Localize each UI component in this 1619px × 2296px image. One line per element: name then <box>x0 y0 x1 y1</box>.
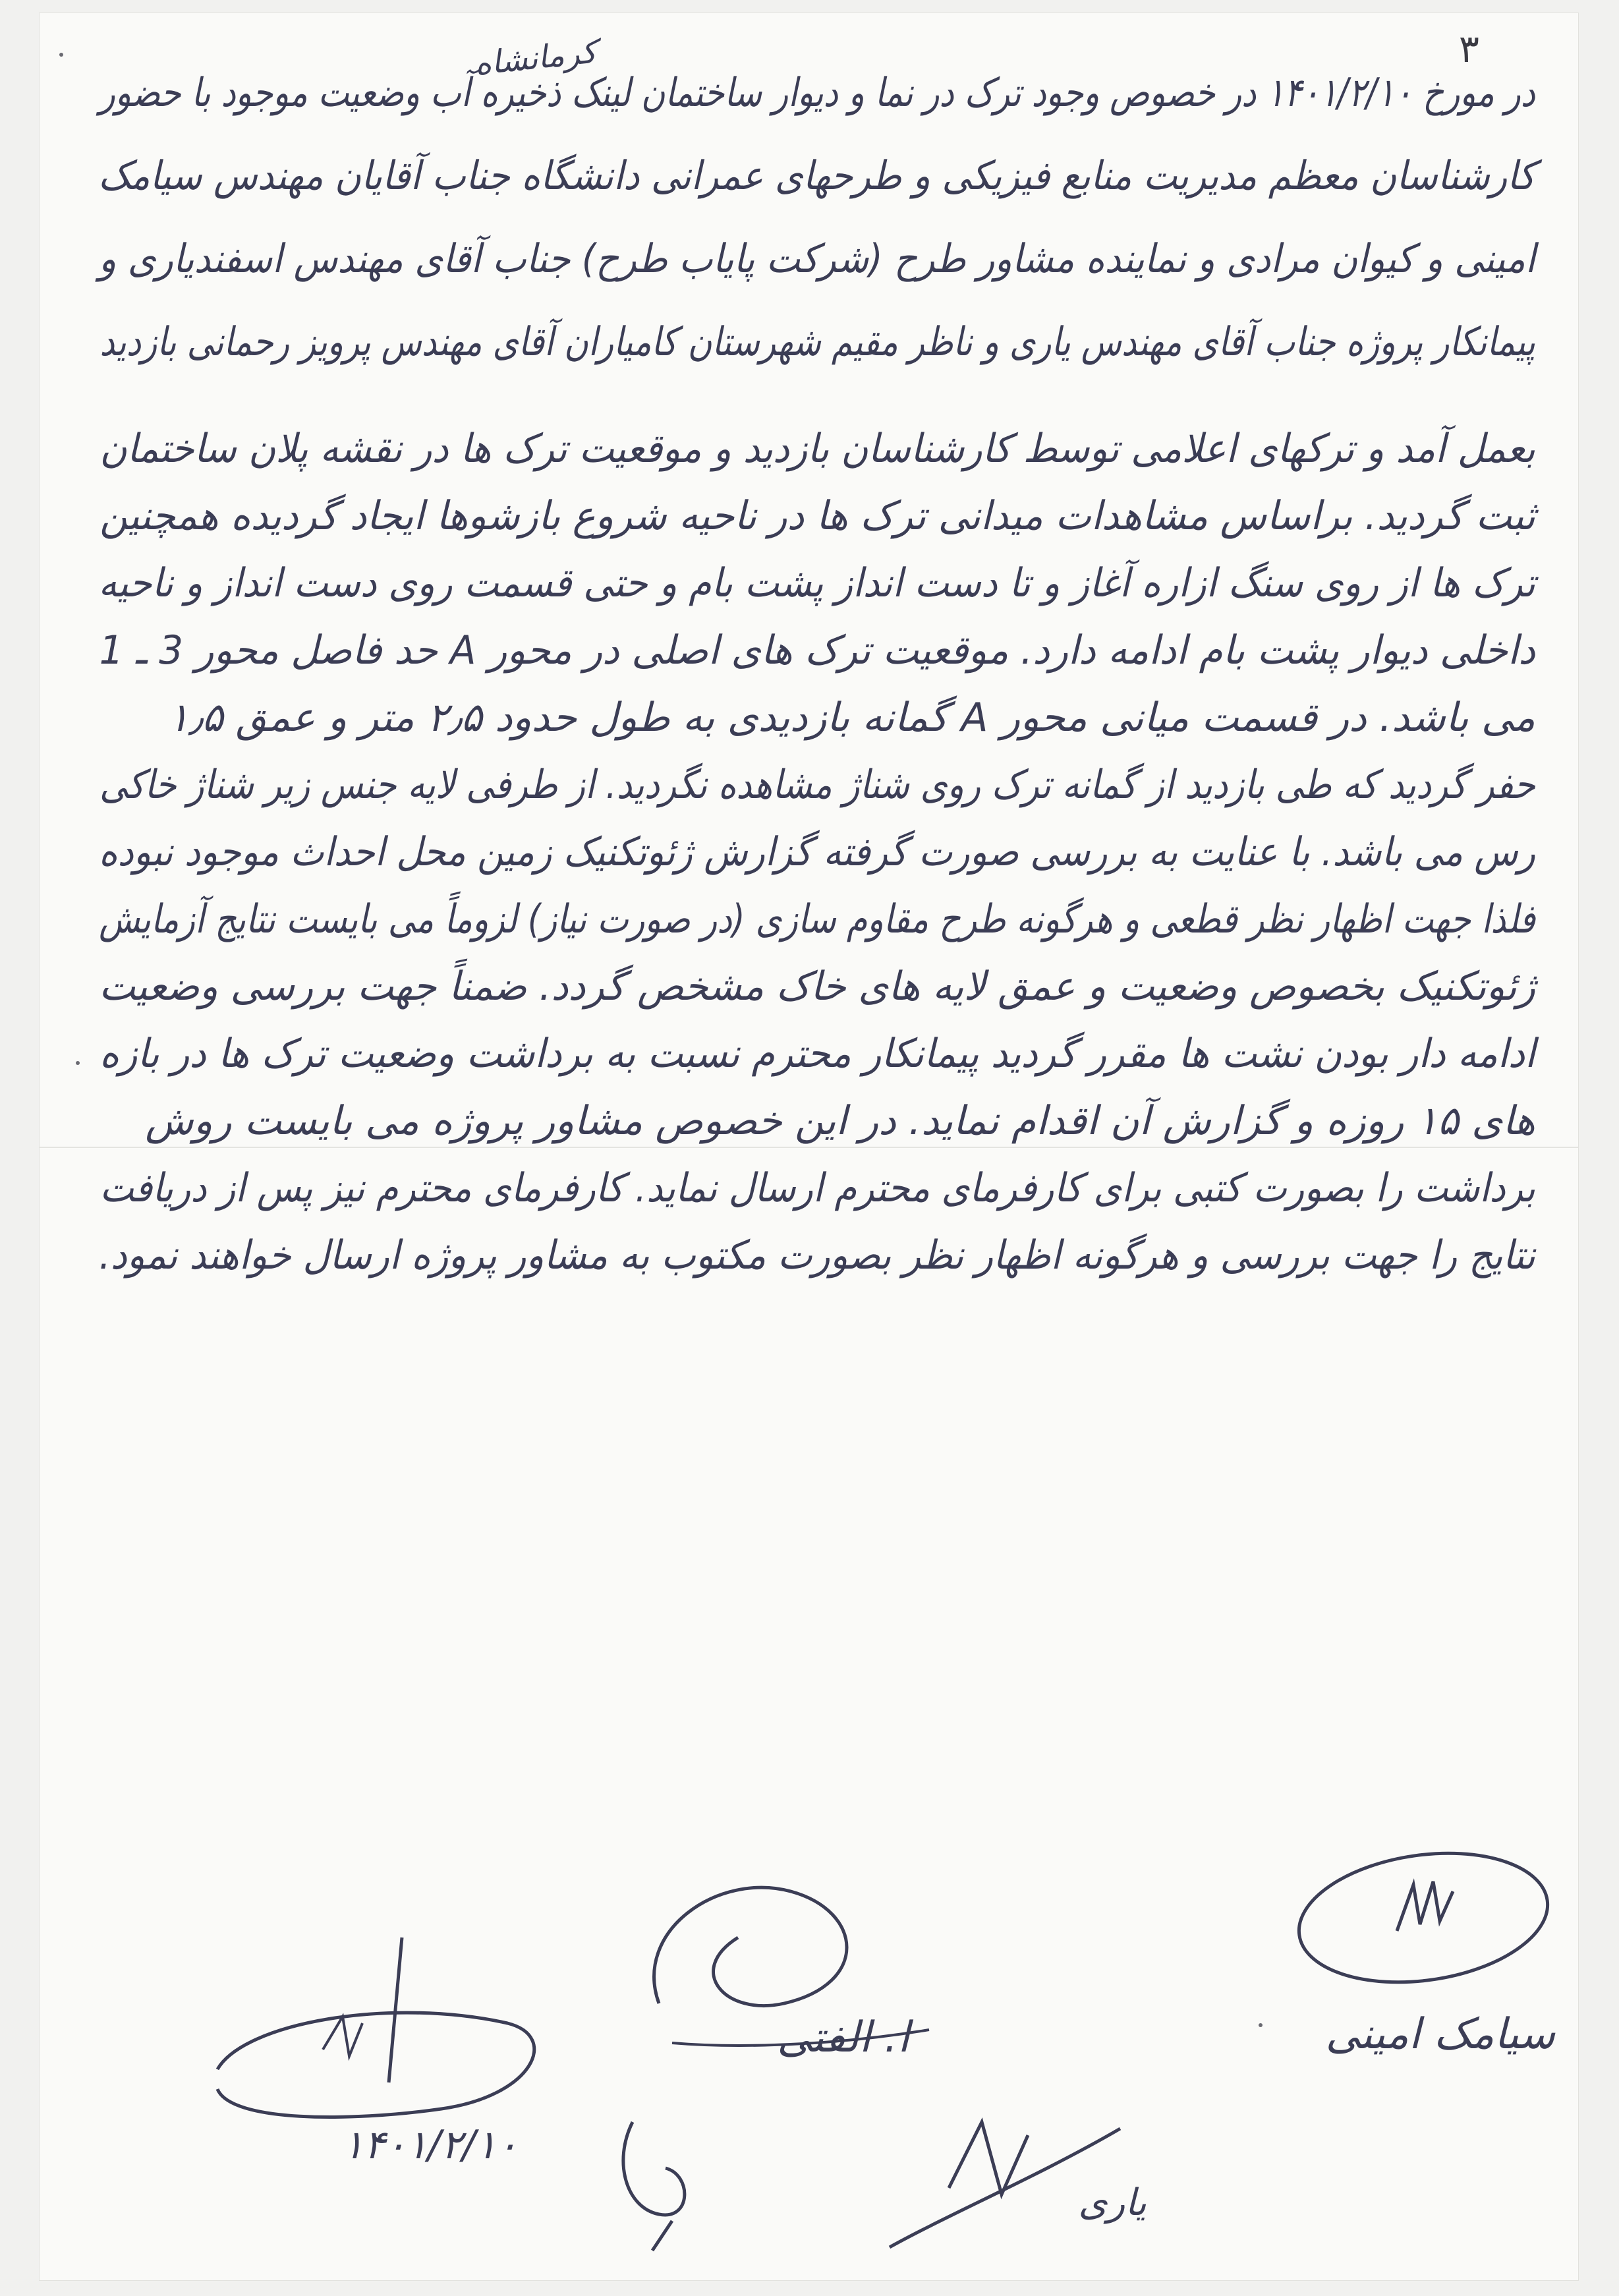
initials-scribble-icon <box>606 2109 712 2254</box>
body-line: امینی و کیوان مرادی و نماینده مشاور طرح (شرکت پایاب طرح) جناب آقای مهندس اسفندیاری و <box>98 236 1535 282</box>
signature-name-right: سیامک امینی <box>1325 2010 1555 2059</box>
body-line: در مورخ ۱۴۰۱/۲/۱۰ در خصوص وجود ترک در نما و دیوار ساختمان لینک ذخیره آب وضعیت موجود با حضور <box>99 70 1535 116</box>
body-line: می باشد. در قسمت میانی محور A گمانه بازدیدی به طول حدود ۲٫۵ متر و عمق ۱٫۵ <box>167 695 1535 741</box>
body-line: بعمل آمد و ترکهای اعلامی توسط کارشناسان بازدید و موقعیت ترک ها در نقشه پلان ساختمان <box>99 426 1536 472</box>
body-line: فلذا جهت اظهار نظر قطعی و هرگونه طرح مقاوم سازی (در صورت نیاز) لزوماً می بایست نتایج آزمایش <box>99 896 1536 942</box>
signature-right <box>1292 1845 1568 2069</box>
scan-speck <box>76 1061 80 1065</box>
signature-middle <box>619 1852 988 2063</box>
body-line: رس می باشد. با عنایت به بررسی صورت گرفته گزارش ژئوتکنیک زمین محل احداث موجود نبوده <box>99 829 1536 875</box>
signature-name-middle: ا. الفتی <box>777 2013 909 2062</box>
scanned-sheet <box>40 13 1578 2280</box>
initials-bottom-left <box>606 2109 712 2254</box>
insertion-above-line: کرمانشاه <box>472 33 599 83</box>
body-line: ثبت گردید. براساس مشاهدات میدانی ترک ها در ناحیه شروع بازشوها ایجاد گردیده همچنین <box>99 493 1535 539</box>
body-line: پیمانکار پروژه جناب آقای مهندس یاری و ناظر مقیم شهرستان کامیاران آقای مهندس پرویز رحمانی بازدید <box>99 319 1535 365</box>
signature-left <box>191 1924 573 2175</box>
scan-speck <box>59 53 63 57</box>
body-line: برداشت را بصورت کتبی برای کارفرمای محترم ارسال نماید. کارفرمای محترم نیز پس از دریافت <box>99 1165 1536 1211</box>
signature-date: ۱۴۰۱/۲/۱۰ <box>343 2122 519 2168</box>
signature-bottom-middle <box>870 2096 1173 2267</box>
handwritten-body <box>99 59 1535 1289</box>
body-line: ادامه دار بودن نشت ها مقرر گردید پیمانکار محترم نسبت به برداشت وضعیت ترک ها در بازه <box>99 1031 1535 1077</box>
body-line: داخلی دیوار پشت بام ادامه دارد. موقعیت ترک های اصلی در محور A حد فاصل محور 3 ـ 1 <box>99 627 1535 674</box>
signature-name-bottom-middle: یاری <box>1078 2181 1147 2224</box>
body-line: کارشناسان معظم مدیریت منابع فیزیکی و طرحهای عمرانی دانشگاه جناب آقایان مهندس سیامک <box>98 153 1535 199</box>
body-line: های ۱۵ روزه و گزارش آن اقدام نماید. در این خصوص مشاور پروژه می بایست روش <box>145 1098 1535 1144</box>
page-number: ۳ <box>1458 26 1479 71</box>
body-line: ترک ها از روی سنگ ازاره آغاز و تا دست انداز پشت بام و حتی قسمت روی دست انداز و ناحیه <box>98 560 1535 606</box>
body-line: ژئوتکنیک بخصوص وضعیت و عمق لایه های خاک مشخص گردد. ضمناً جهت بررسی وضعیت <box>99 963 1535 1010</box>
body-line: نتایج را جهت بررسی و هرگونه اظهار نظر بصورت مکتوب به مشاور پروژه ارسال خواهند نمود. <box>99 1232 1535 1278</box>
scan-speck <box>1259 2023 1263 2027</box>
body-line: حفر گردید که طی بازدید از گمانه ترک روی شناژ مشاهده نگردید. از طرفی لایه جنس زیر شناژ خاکی <box>99 762 1536 808</box>
